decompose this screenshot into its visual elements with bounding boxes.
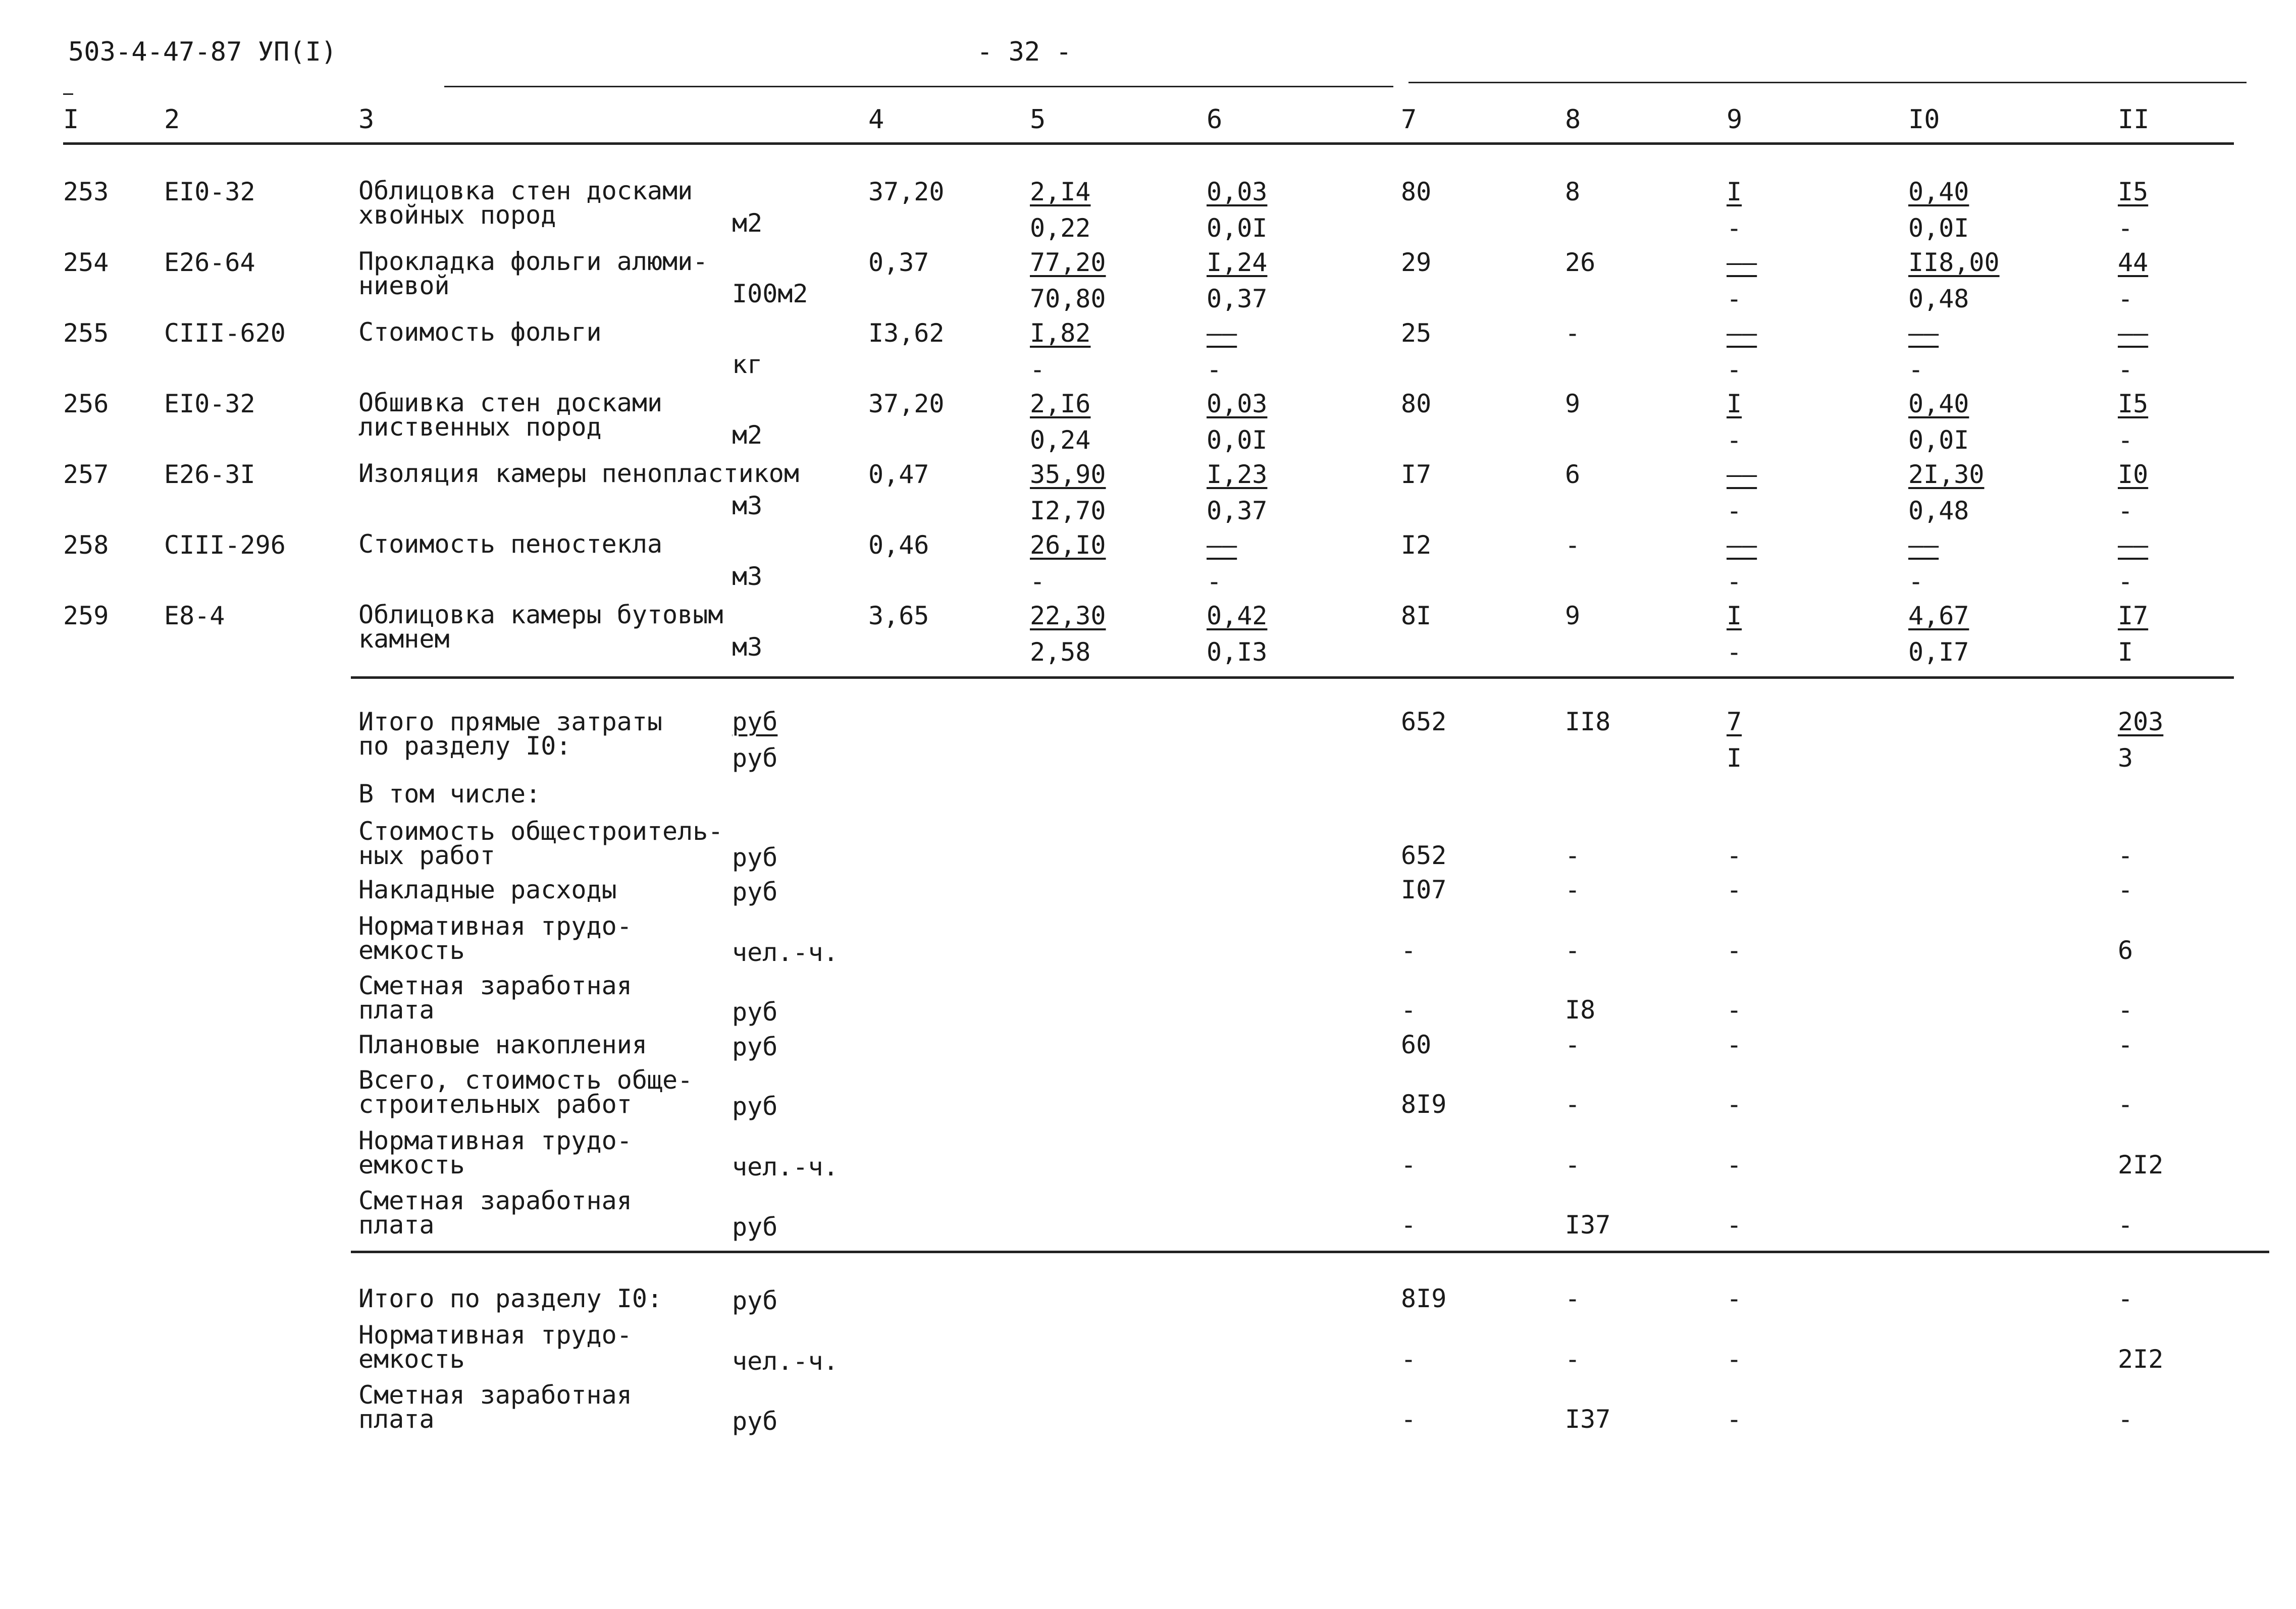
row-col10-bottom: 0,48: [1908, 496, 1969, 525]
top-rule-segment-1: [444, 86, 1393, 87]
row-col11-bottom: -: [2118, 284, 2133, 313]
totals-col11-bottom: 3: [2118, 743, 2133, 773]
row-name-line2: лиственных пород: [358, 412, 602, 442]
row-col10-bottom: 0,48: [1908, 284, 1969, 313]
section-total-row-col8: -: [1565, 1284, 1581, 1313]
row-number: 254: [63, 248, 109, 277]
breakdown-row-col8: I8: [1565, 995, 1596, 1025]
breakdown-row-col9: -: [1727, 841, 1742, 870]
page-number: - 32 -: [977, 37, 1072, 67]
row-col8: 9: [1565, 601, 1581, 630]
section-total-row-col7: -: [1401, 1405, 1417, 1434]
row-code: EI0-32: [164, 389, 255, 418]
row-col10-top: ––: [1908, 318, 1939, 348]
breakdown-row-col11: -: [2118, 995, 2133, 1025]
row-col7: I2: [1401, 530, 1432, 560]
breakdown-row-col11: -: [2118, 841, 2133, 870]
breakdown-row-col8: -: [1565, 1150, 1581, 1179]
column-header-4: 4: [868, 104, 884, 135]
row-number: 258: [63, 530, 109, 560]
row-code: CIII-296: [164, 530, 286, 560]
row-col9-bottom: -: [1727, 496, 1742, 525]
column-header-9: 9: [1727, 104, 1743, 135]
column-header-6: 6: [1207, 104, 1223, 135]
section-total-row-col7: 8I9: [1401, 1284, 1447, 1313]
row-name-line2: ниевой: [358, 271, 450, 300]
breakdown-row-label-line1: Сметная заработная: [358, 971, 632, 1000]
row-col10-bottom: -: [1908, 567, 1924, 596]
breakdown-row-unit: руб: [732, 877, 778, 906]
row-col10-bottom: -: [1908, 355, 1924, 384]
row-col9-bottom: -: [1727, 637, 1742, 667]
breakdown-row-label-line2: емкость: [358, 1150, 465, 1179]
row-number: 259: [63, 601, 109, 630]
row-unit: м3: [732, 632, 763, 662]
row-code: E26-64: [164, 248, 255, 277]
section-total-row-col9: -: [1727, 1405, 1742, 1434]
row-unit: м3: [732, 562, 763, 591]
row-col9-top: ––: [1727, 530, 1757, 560]
breakdown-row-unit: руб: [732, 843, 778, 872]
row-unit: м3: [732, 491, 763, 520]
row-quantity: I3,62: [868, 318, 945, 348]
breakdown-row-label-line1: Сметная заработная: [358, 1186, 632, 1215]
row-col10-top: 0,40: [1908, 177, 1969, 206]
breakdown-row-col11: 2I2: [2118, 1150, 2164, 1179]
row-col6-top: 0,03: [1207, 177, 1268, 206]
document-code: 503-4-47-87 УП(I): [68, 37, 337, 67]
row-name-line1: Стоимость фольги: [358, 317, 602, 347]
row-unit: м2: [732, 420, 763, 450]
totals-unit-1: руб: [732, 707, 778, 736]
breakdown-row-col7: -: [1401, 1210, 1417, 1240]
breakdown-row-col11: -: [2118, 1030, 2133, 1059]
breakdown-row-label: Плановые накопления: [358, 1030, 647, 1059]
row-number: 256: [63, 389, 109, 418]
row-name-line2: камнем: [358, 624, 450, 654]
row-quantity: 37,20: [868, 389, 945, 418]
breakdown-row-unit: руб: [732, 1212, 778, 1242]
row-col5-bottom: 0,22: [1030, 213, 1091, 243]
row-col5-bottom: -: [1030, 567, 1046, 596]
column-header-8: 8: [1565, 104, 1581, 135]
row-col9-top: ––: [1727, 248, 1757, 277]
row-col8: 8: [1565, 177, 1581, 206]
section-total-row-label: Итого по разделу I0:: [358, 1284, 663, 1313]
row-col10-bottom: 0,0I: [1908, 425, 1969, 455]
row-quantity: 0,37: [868, 248, 929, 277]
row-col8: -: [1565, 530, 1581, 560]
row-col11-top: I5: [2118, 389, 2149, 418]
breakdown-row-unit: руб: [732, 1032, 778, 1061]
row-name-line2: хвойных пород: [358, 200, 556, 230]
row-col9-top: ––: [1727, 318, 1757, 348]
row-col9-top: I: [1727, 177, 1742, 206]
row-col6-top: I,24: [1207, 248, 1268, 277]
row-col6-top: ––: [1207, 318, 1237, 348]
rows-bottom-rule: [351, 676, 2234, 679]
row-col9-bottom: -: [1727, 284, 1742, 313]
row-col7: 8I: [1401, 601, 1432, 630]
breakdown-row-col7: 8I9: [1401, 1090, 1447, 1119]
totals-label-line1: Итого прямые затраты: [358, 707, 663, 736]
row-col9-top: I: [1727, 389, 1742, 418]
section-total-row-unit: руб: [732, 1286, 778, 1315]
breakdown-row-col8: -: [1565, 1030, 1581, 1059]
section-total-row-col7: -: [1401, 1345, 1417, 1374]
row-col5-top: 35,90: [1030, 460, 1106, 489]
row-col10-top: 2I,30: [1908, 460, 1985, 489]
row-col5-bottom: 70,80: [1030, 284, 1106, 313]
breakdown-row-label-line2: плата: [358, 995, 435, 1025]
row-quantity: 0,46: [868, 530, 929, 560]
row-unit: м2: [732, 208, 763, 238]
top-rule-mark: [63, 93, 73, 95]
totals-col7: 652: [1401, 707, 1447, 736]
row-quantity: 37,20: [868, 177, 945, 206]
including-label: В том числе:: [358, 779, 541, 809]
row-col5-top: 22,30: [1030, 601, 1106, 630]
row-code: E8-4: [164, 601, 225, 630]
row-number: 255: [63, 318, 109, 348]
row-col8: 6: [1565, 460, 1581, 489]
row-col11-top: I5: [2118, 177, 2149, 206]
row-col6-bottom: 0,37: [1207, 284, 1268, 313]
totals-col11-top: 203: [2118, 707, 2164, 736]
section-total-row-col9: -: [1727, 1345, 1742, 1374]
row-col6-bottom: -: [1207, 355, 1222, 384]
row-col5-bottom: 0,24: [1030, 425, 1091, 455]
breakdown-row-label-line1: Нормативная трудо-: [358, 911, 632, 941]
row-col11-bottom: -: [2118, 213, 2133, 243]
breakdown-row-label-line2: плата: [358, 1210, 435, 1240]
breakdown-row-col7: -: [1401, 936, 1417, 965]
row-col11-bottom: -: [2118, 567, 2133, 596]
breakdown-row-col11: -: [2118, 1090, 2133, 1119]
column-header-5: 5: [1030, 104, 1046, 135]
row-col7: 80: [1401, 389, 1432, 418]
row-col7: 25: [1401, 318, 1432, 348]
column-header-1: I: [63, 104, 79, 135]
breakdown-row-col9: -: [1727, 1150, 1742, 1179]
row-col10-bottom: 0,0I: [1908, 213, 1969, 243]
section-total-row-unit: чел.-ч.: [732, 1347, 839, 1376]
row-col9-bottom: -: [1727, 213, 1742, 243]
row-col10-top: II8,00: [1908, 248, 2000, 277]
row-name-line1: Обшивка стен досками: [358, 388, 663, 417]
row-col6-bottom: 0,0I: [1207, 213, 1268, 243]
breakdown-row-col9: -: [1727, 995, 1742, 1025]
column-header-3: 3: [358, 104, 375, 135]
row-col11-bottom: -: [2118, 425, 2133, 455]
row-code: E26-3I: [164, 460, 255, 489]
column-header-11: II: [2118, 104, 2150, 135]
totals-unit-2: руб: [732, 743, 778, 773]
row-col7: 80: [1401, 177, 1432, 206]
breakdown-row-col7: 652: [1401, 841, 1447, 870]
row-col6-bottom: 0,0I: [1207, 425, 1268, 455]
section-total-row-col11: -: [2118, 1405, 2133, 1434]
row-col5-top: 26,I0: [1030, 530, 1106, 560]
row-col6-bottom: 0,37: [1207, 496, 1268, 525]
breakdown-row-unit: чел.-ч.: [732, 938, 839, 967]
breakdown-row-col8: I37: [1565, 1210, 1611, 1240]
top-rule-segment-2: [1408, 82, 2247, 83]
breakdown-row-label-line1: Стоимость общестроитель-: [358, 817, 723, 846]
row-quantity: 3,65: [868, 601, 929, 630]
section-total-row-label-line2: емкость: [358, 1345, 465, 1374]
row-col8: 9: [1565, 389, 1581, 418]
row-col6-top: 0,03: [1207, 389, 1268, 418]
row-name-line1: Облицовка стен досками: [358, 176, 693, 205]
section-total-row-label-line1: Нормативная трудо-: [358, 1320, 632, 1350]
row-col11-top: 44: [2118, 248, 2149, 277]
breakdown-row-col8: -: [1565, 1090, 1581, 1119]
breakdown-row-col9: -: [1727, 1030, 1742, 1059]
row-col11-top: ––: [2118, 318, 2149, 348]
row-name-line1: Стоимость пеностекла: [358, 529, 663, 559]
row-col6-top: 0,42: [1207, 601, 1268, 630]
breakdown-row-unit: чел.-ч.: [732, 1152, 839, 1182]
row-number: 257: [63, 460, 109, 489]
breakdown-row-label-line1: Нормативная трудо-: [358, 1126, 632, 1155]
row-col9-top: I: [1727, 601, 1742, 630]
column-header-10: I0: [1908, 104, 1940, 135]
row-col6-bottom: -: [1207, 567, 1222, 596]
breakdown-row-col7: -: [1401, 995, 1417, 1025]
row-col8: -: [1565, 318, 1581, 348]
column-header-7: 7: [1401, 104, 1417, 135]
section-total-row-col11: -: [2118, 1284, 2133, 1313]
row-quantity: 0,47: [868, 460, 929, 489]
row-col10-top: ––: [1908, 530, 1939, 560]
row-col6-bottom: 0,I3: [1207, 637, 1268, 667]
breakdown-row-col9: -: [1727, 936, 1742, 965]
breakdown-row-label-line2: емкость: [358, 936, 465, 965]
breakdown-row-col8: -: [1565, 841, 1581, 870]
row-name-line1: Облицовка камеры бутовым: [358, 600, 723, 629]
breakdown-row-col7: 60: [1401, 1030, 1432, 1059]
row-number: 253: [63, 177, 109, 206]
breakdown-row-label-line1: Всего, стоимость обще-: [358, 1065, 693, 1095]
breakdown-row-col11: 6: [2118, 936, 2133, 965]
totals-label-line2: по разделу I0:: [358, 731, 571, 761]
breakdown-bottom-rule: [351, 1251, 2269, 1253]
breakdown-row-col7: I07: [1401, 875, 1447, 904]
totals-col9-top: 7: [1727, 707, 1742, 736]
column-header-2: 2: [164, 104, 180, 135]
row-col5-top: 77,20: [1030, 248, 1106, 277]
breakdown-row-col11: -: [2118, 875, 2133, 904]
row-col11-bottom: I: [2118, 637, 2133, 667]
row-col5-bottom: 2,58: [1030, 637, 1091, 667]
row-col7: 29: [1401, 248, 1432, 277]
row-col6-top: ––: [1207, 530, 1237, 560]
header-bottom-rule: [63, 142, 2234, 145]
row-col10-bottom: 0,I7: [1908, 637, 1969, 667]
row-col9-bottom: -: [1727, 567, 1742, 596]
row-col5-top: 2,I4: [1030, 177, 1091, 206]
row-col10-top: 0,40: [1908, 389, 1969, 418]
breakdown-row-col9: -: [1727, 1210, 1742, 1240]
row-col7: I7: [1401, 460, 1432, 489]
row-col11-top: I7: [2118, 601, 2149, 630]
row-col5-bottom: -: [1030, 355, 1046, 384]
totals-col8: II8: [1565, 707, 1611, 736]
breakdown-row-col9: -: [1727, 875, 1742, 904]
row-col11-top: ––: [2118, 530, 2149, 560]
row-code: CIII-620: [164, 318, 286, 348]
breakdown-row-col7: -: [1401, 1150, 1417, 1179]
row-name-line1: Прокладка фольги алюми-: [358, 247, 708, 276]
row-unit: I00м2: [732, 279, 808, 308]
row-name-line1: Изоляция камеры пенопластиком: [358, 459, 799, 488]
totals-col9-bottom: I: [1727, 743, 1742, 773]
breakdown-row-col8: -: [1565, 875, 1581, 904]
section-total-row-col9: -: [1727, 1284, 1742, 1313]
row-col6-top: I,23: [1207, 460, 1268, 489]
section-total-row-label-line1: Сметная заработная: [358, 1380, 632, 1410]
breakdown-row-unit: руб: [732, 997, 778, 1027]
row-col11-bottom: -: [2118, 496, 2133, 525]
breakdown-row-col8: -: [1565, 936, 1581, 965]
row-col11-top: I0: [2118, 460, 2149, 489]
breakdown-row-label: Накладные расходы: [358, 875, 617, 904]
breakdown-row-unit: руб: [732, 1092, 778, 1121]
row-col9-bottom: -: [1727, 355, 1742, 384]
section-total-row-col8: -: [1565, 1345, 1581, 1374]
section-total-row-unit: руб: [732, 1407, 778, 1436]
section-total-row-label-line2: плата: [358, 1405, 435, 1434]
row-code: EI0-32: [164, 177, 255, 206]
breakdown-row-col9: -: [1727, 1090, 1742, 1119]
row-col8: 26: [1565, 248, 1596, 277]
row-col5-top: I,82: [1030, 318, 1091, 348]
row-col5-top: 2,I6: [1030, 389, 1091, 418]
breakdown-row-label-line2: ных работ: [358, 841, 495, 870]
row-col10-top: 4,67: [1908, 601, 1969, 630]
row-col11-bottom: -: [2118, 355, 2133, 384]
section-total-row-col8: I37: [1565, 1405, 1611, 1434]
row-col9-bottom: -: [1727, 425, 1742, 455]
row-col5-bottom: I2,70: [1030, 496, 1106, 525]
breakdown-row-col11: -: [2118, 1210, 2133, 1240]
breakdown-row-label-line2: строительных работ: [358, 1090, 632, 1119]
section-total-row-col11: 2I2: [2118, 1345, 2164, 1374]
row-unit: кг: [732, 350, 763, 379]
row-col9-top: ––: [1727, 460, 1757, 489]
